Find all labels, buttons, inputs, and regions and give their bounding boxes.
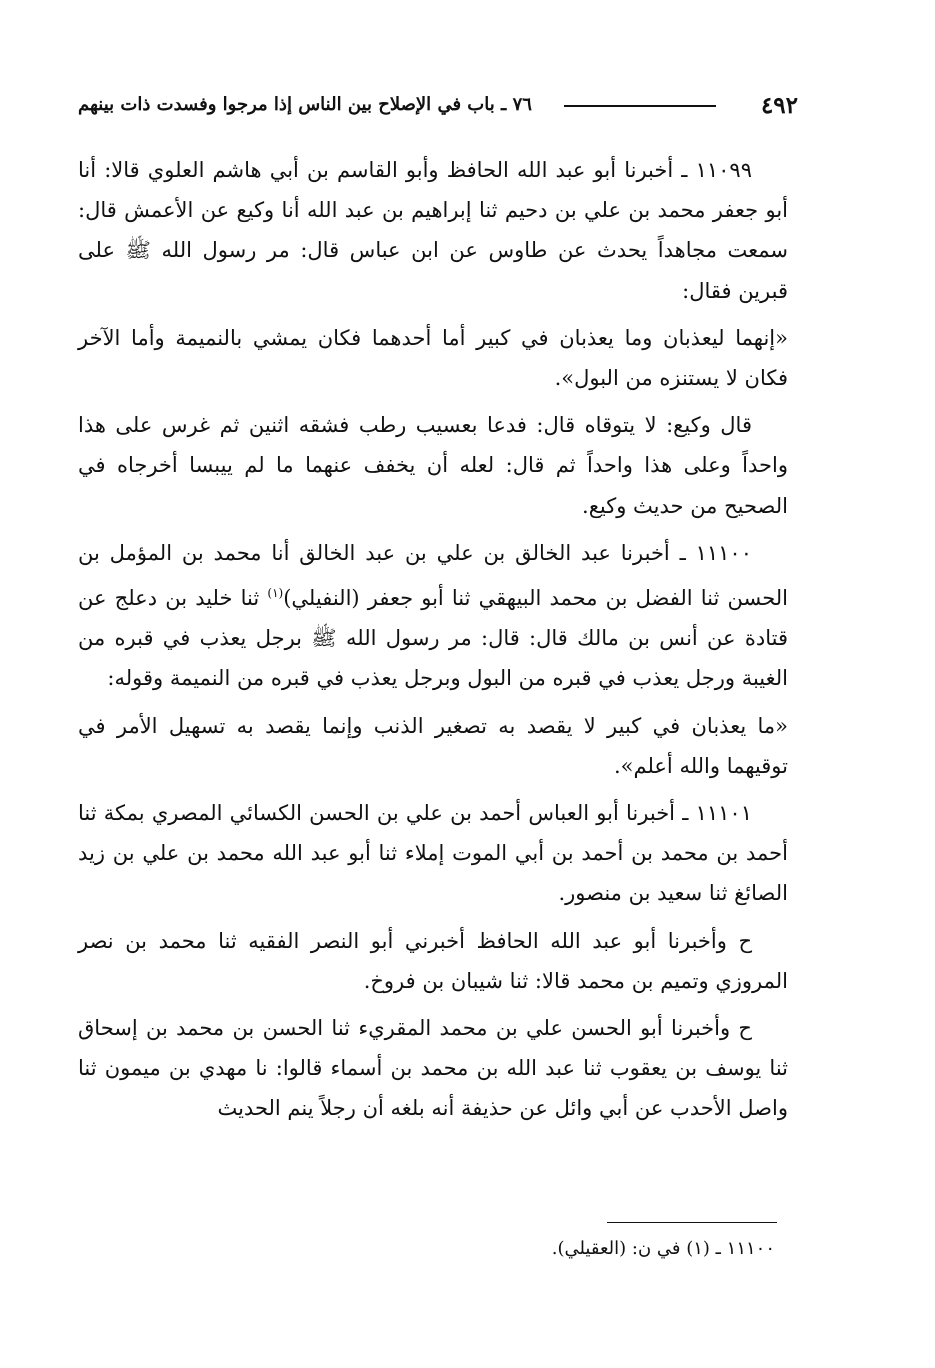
main-text bbox=[78, 150, 788, 1136]
footnote-rule bbox=[607, 1222, 777, 1223]
footnote: ١١١٠٠ ـ (١) في ن: (العقيلي). bbox=[551, 1238, 775, 1259]
hadith-11100-continued: ثنا خليد بن دعلج عن قتادة عن أنس بن مالك قال: قال: مر رسول الله ﷺ برجل يعذب في قبره من الغيبة ورجل يعذب في قبره من البول وبرجل يعذب في قبره من النميمة وقوله: bbox=[78, 586, 788, 691]
page-header bbox=[78, 92, 798, 124]
running-title: ٧٦ ـ باب في الإصلاح بين الناس إذا مرجوا وفسدت ذات بينهم bbox=[78, 94, 532, 115]
page-number: ٤٩٢ bbox=[760, 92, 798, 119]
chain-paragraph-1: ح وأخبرنا أبو عبد الله الحافظ أخبرني أبو النصر الفقيه ثنا محمد بن نصر المروزي وتميم بن محمد قالا: ثنا شيبان بن فروخ. bbox=[78, 928, 788, 993]
hadith-11100-start: ١١١٠٠ ـ أخبرنا عبد الخالق بن علي بن عبد الخالق أنا محمد بن المؤمل بن الحسن ثنا الفضل بن محمد البيهقي ثنا أبو جعفر (النفيلي) bbox=[78, 540, 788, 611]
hadith-11099: ١١٠٩٩ ـ أخبرنا أبو عبد الله الحافظ وأبو القاسم بن أبي هاشم العلوي قالا: أنا أبو جعفر محمد بن علي بن دحيم ثنا إبراهيم بن عبد الله أنا وكيع عن الأعمش قال: سمعت مجاهداً يحدث عن طاوس عن ابن عباس قال: مر رسول الله ﷺ على قبرين فقال: bbox=[78, 158, 788, 303]
chain-paragraph-2: ح وأخبرنا أبو الحسن علي بن محمد المقريء ثنا الحسن بن محمد بن إسحاق ثنا يوسف بن يعقوب ثنا عبد الله بن محمد بن أسماء قالوا: نا مهدي بن ميمون ثنا واصل الأحدب عن أبي وائل عن حذيفة أنه بلغه أن رجلاً ينم الحديث bbox=[78, 1016, 788, 1121]
quoted-text: «إنهما ليعذبان وما يعذبان في كبير أما أحدهما فكان يمشي بالنميمة وأما الآخر فكان لا يستنزه من البول». bbox=[78, 325, 788, 391]
quoted-text-2: «ما يعذبان في كبير لا يقصد به تصغير الذنب وإنما يقصد به تسهيل الأمر في توقيهما والله أعلم». bbox=[78, 713, 788, 778]
hadith-11101: ١١١٠١ ـ أخبرنا أبو العباس أحمد بن علي بن الحسن الكسائي المصري بمكة ثنا أحمد بن محمد بن أحمد بن أبي الموت إملاء ثنا أبو عبد الله محمد بن علي بن زيد الصائغ ثنا سعيد بن منصور. bbox=[78, 801, 788, 906]
commentary-paragraph: قال وكيع: لا يتوقاه قال: فدعا بعسيب رطب فشقه اثنين ثم غرس على هذا واحداً وعلى هذا واحداً ثم قال: لعله أن يخفف عنهما ما لم ييبسا أخرجاه في الصحيح من حديث وكيع. bbox=[78, 413, 788, 518]
footnote-marker: (١) bbox=[267, 586, 284, 601]
hadith-11100 bbox=[78, 533, 788, 699]
header-rule bbox=[564, 105, 716, 107]
